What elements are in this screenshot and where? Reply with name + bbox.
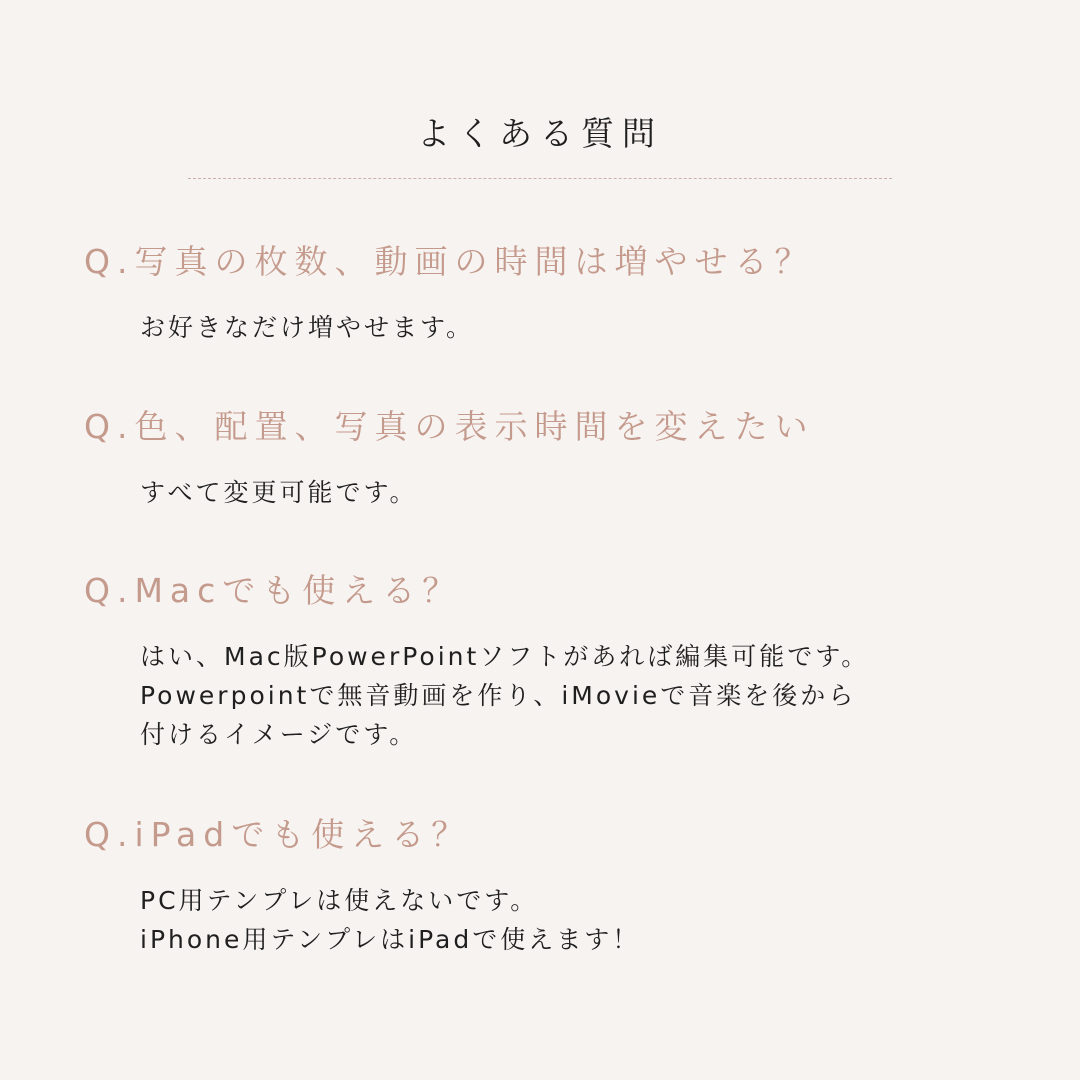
faq-question: Q.Macでも使える？ — [84, 571, 463, 610]
faq-answer-line: PC用テンプレは使えないです。 — [140, 886, 539, 915]
faq-item — [84, 238, 1004, 347]
faq-question: Q.写真の枚数、動画の時間は増やせる？ — [84, 242, 815, 281]
faq-question: Q.iPadでも使える？ — [84, 815, 472, 854]
faq-answer-line: Powerpointで無音動画を作り、iMovieで音楽を後から — [140, 681, 857, 710]
faq-answer-line: お好きなだけ増やせます。 — [140, 313, 475, 342]
faq-item — [84, 811, 1004, 959]
faq-answer — [140, 637, 1004, 754]
faq-answer — [140, 881, 1004, 959]
page-title: よくある質問 — [417, 114, 663, 153]
faq-answer-line: すべて変更可能です。 — [140, 478, 418, 507]
faq-answer-line: はい、Mac版PowerPointソフトがあれば編集可能です。 — [140, 642, 870, 671]
faq-item — [84, 567, 1004, 754]
faq-answer-line: iPhone用テンプレはiPadで使えます！ — [140, 925, 641, 954]
faq-question: Q.色、配置、写真の表示時間を変えたい — [84, 407, 815, 446]
faq-answer — [140, 308, 1004, 347]
faq-item — [84, 403, 1004, 512]
faq-answer-line: 付けるイメージです。 — [140, 720, 418, 749]
faq-answer — [140, 473, 1004, 512]
title-divider — [188, 178, 892, 179]
